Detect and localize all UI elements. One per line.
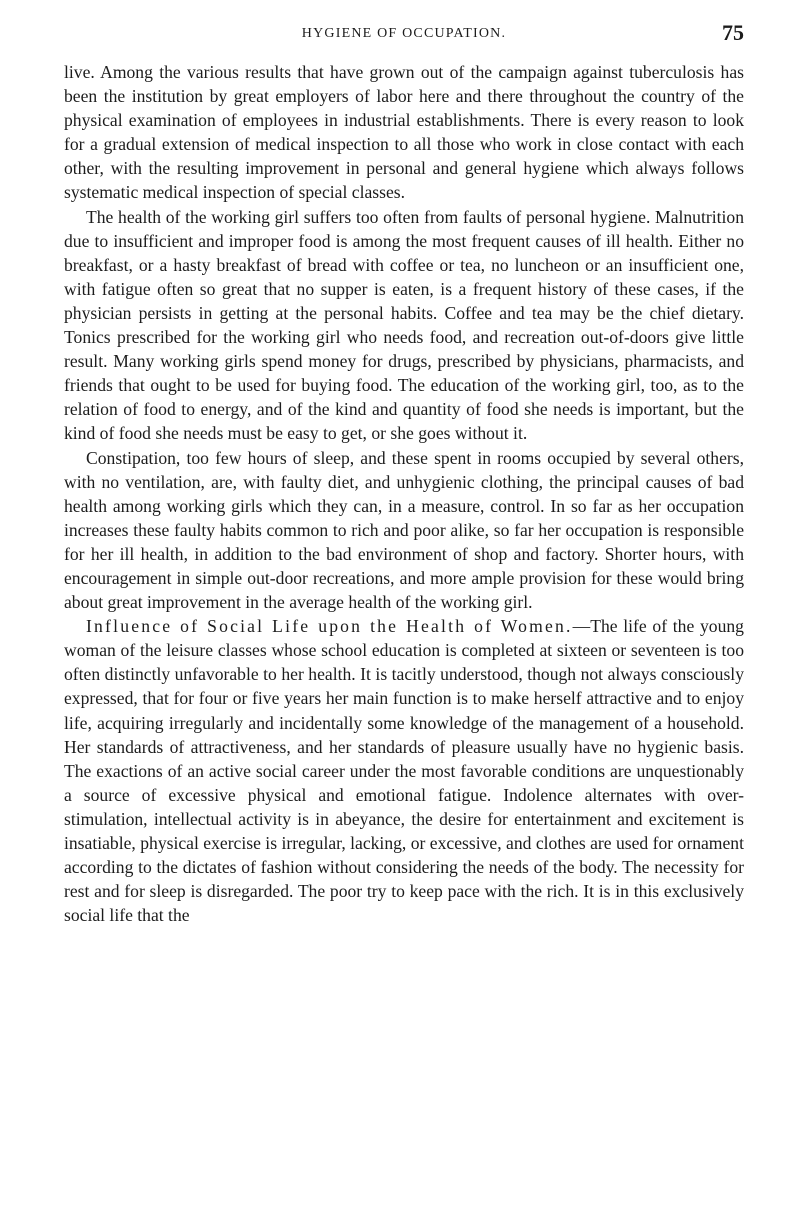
page-number: 75 — [722, 20, 744, 45]
paragraph-continuation: live. Among the various results that have grown out of the campaign against tuberculosis has been the institution by great employers of labor here and there throughout the country of the physical examination of employees in industrial establishments. There is every reason to look for a gradual extension of medical inspection to all those who work in close contact with each other, with the resulting improvement in personal and general hygiene which always follows systematic medical inspection of special classes. — [64, 62, 744, 203]
section-text: —The life of the young woman of the leisure classes whose school education is completed at sixteen or seventeen is too often distinctly unfavorable to her health. It is tacitly understood, though not always consciously expressed, that for four or five years her main function is to make herself attractive and to enjoy life, acquiring irregularly and incidentally some knowledge of the management of a household. Her standards of attractiveness, and her standards of pleasure usually have no hygienic basis. The exactions of an active social career under the most favorable conditions are unquestionably a source of excessive physical and emotional fatigue. Indolence alternates with over-stimulation, intellectual activity is in abeyance, the desire for entertainment and excitement is insatiable, physical exercise is irregular, lacking, or excessive, and clothes are used for ornament according to the dictates of fashion without considering the needs of the body. The necessity for rest and for sleep is disregarded. The poor try to keep pace with the rich. It is in this exclusively social life that the — [64, 616, 744, 926]
paragraph-working-girl-health: The health of the working girl suffers too often from faults of personal hygiene. Malnutrition due to insufficient and improper food is among the most frequent causes of ill health. Either no breakfast, or a hasty breakfast of bread with coffee or tea, no luncheon or an insufficient one, with fatigue often so great that no supper is eaten, is a frequent history of these cases, if the physician persists in getting at the personal habits. Coffee and tea may be the chief dietary. Tonics prescribed for the working girl who needs food, and recreation out-of-doors give little result. Many working girls spend money for drugs, prescribed by physicians, pharmacists, and friends that ought to be used for buying food. The education of the working girl, too, as to the relation of food to energy, and of the kind and quantity of food she needs is important, but the kind of food she needs must be easy to get, or she goes without it. — [64, 206, 744, 444]
running-head — [64, 20, 744, 48]
book-page — [64, 20, 744, 927]
section-heading: Influence of Social Life upon the Health of Women. — [86, 616, 573, 637]
paragraph-social-life — [64, 614, 744, 927]
paragraph-constipation: Constipation, too few hours of sleep, and these spent in rooms occupied by several others, with no ventilation, are, with faulty diet, and unhygienic clothing, the principal causes of bad health among working girls which they can, in a measure, control. In so far as her occupation increases these faulty habits common to rich and poor alike, so far her occupation is responsible for her ill health, in addition to the bad environment of shop and factory. Shorter hours, with encouragement in simple out-door recreations, and more ample provision for these would bring about great improvement in the average health of the working girl. — [64, 447, 744, 613]
body-text — [64, 60, 744, 927]
running-title: HYGIENE OF OCCUPATION. — [301, 26, 507, 41]
